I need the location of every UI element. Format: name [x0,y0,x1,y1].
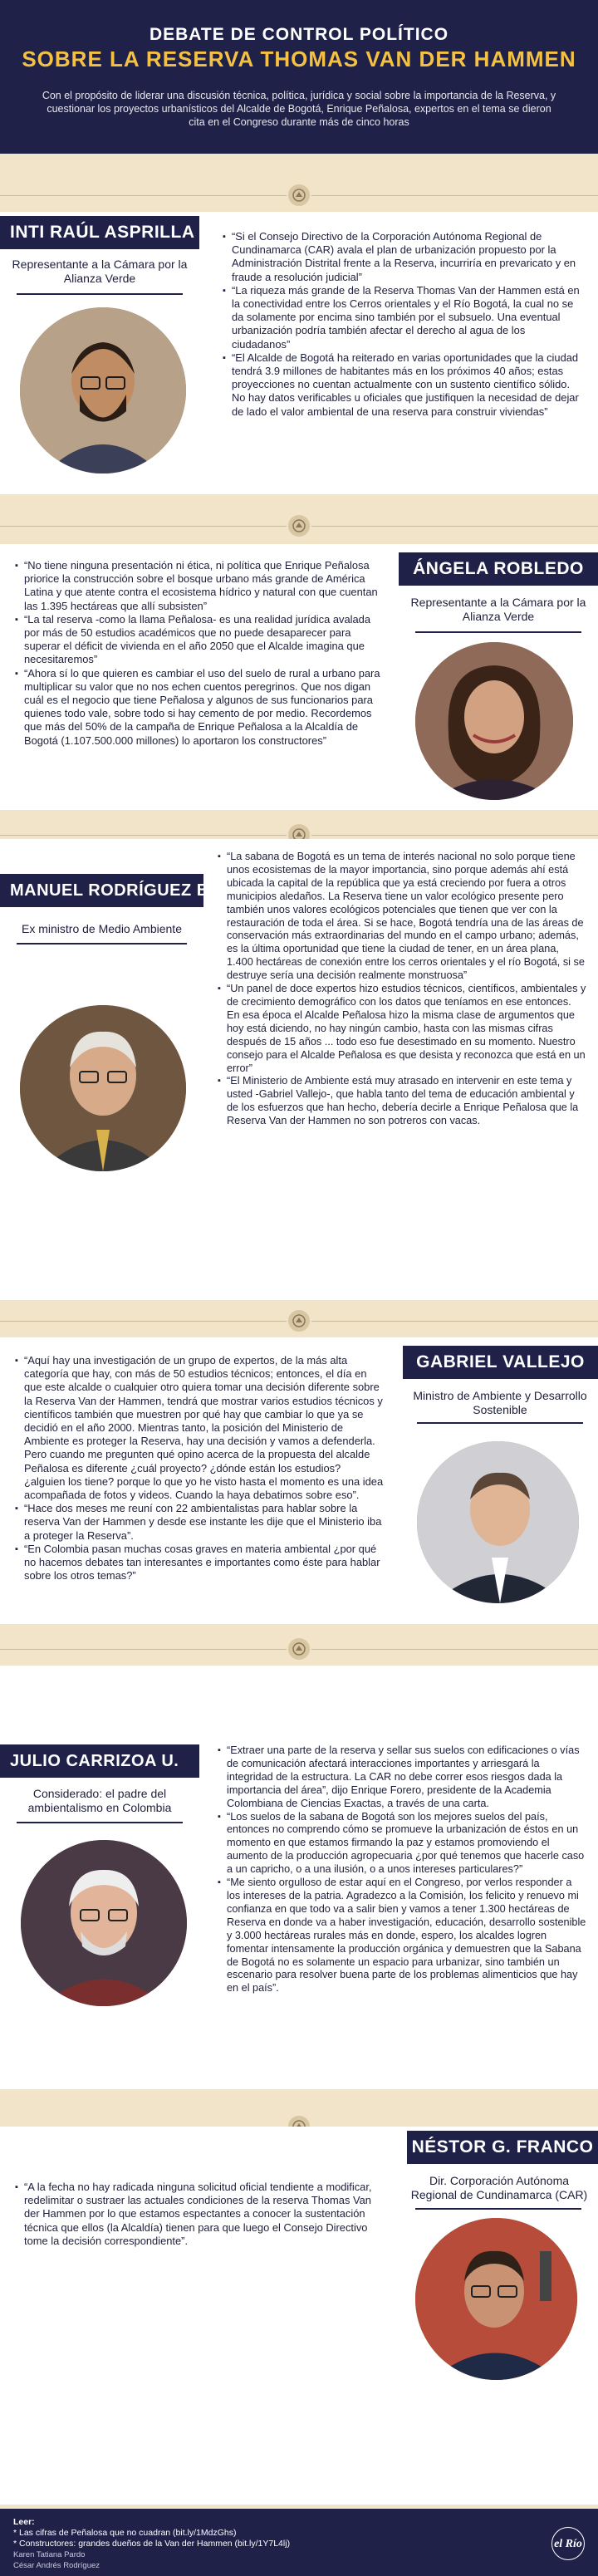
header-kicker: DEBATE DE CONTROL POLÍTICO [149,25,449,44]
speaker-section-vallejo [0,1337,598,1624]
quote-item: ▪ “No tiene ninguna presentación ni ética, ni política que Enrique Peñalosa priorice la construcción sobre el bosque urbano más grande de América Latina y que atente contra el ecosistema hídrico y natural con que cuentan las 1.395 hectáreas que allí subsisten” [15,559,380,613]
footer-author: Karen Tatiana Pardo [13,2550,86,2559]
speaker-section-franco [0,2127,598,2505]
speaker-quotes [15,1354,385,1582]
quote-item: ▪ “A la fecha no hay radicada ninguna solicitud oficial tendiente a modificar, redelimitar o sustraer las actuales condiciones de la reserva Thomas Van der Hammen por lo que estamos espectantes a conocer la sustentación técnica que ellos (la Alcaldía) tienen para que luego el Consejo Directivo tome la decisión correspondiente”. [15,2181,380,2248]
footer-author: César Andrés Rodríguez [13,2561,100,2570]
speaker-section-robledo [0,544,598,810]
quote-item: ▪ “Aquí hay una investigación de un grupo de expertos, de la más alta categoría que hay, con más de 50 estudios técnicos; entonces, el día en que este alcalde o cualquier otro quiera tomar una decisión diferente sobre la Reserva Van der Hammen, tendrá que mostrar varios estudios técnicos y científicos también que muestren por qué hay que cambiar lo que ya se decidió en el año 2000. Mientras tanto, la posición del Ministerio de Ambiente es proteger la Reserva, hay una decisión y vamos a defenderla. Pero cuando me pregunten qué opino acerca de la propuesta del alcalde Peñalosa es diferente ¿cuál proyecto? ¿dónde están los estudios? ¿alguien los tiene? porque lo que yo he visto hasta el momento es una idea acompañada de fotos y videos. Cuando la haya debatimos sobre eso”. [15,1354,385,1502]
seal-icon [287,513,311,538]
footer-read-label: Leer: [13,2517,35,2527]
seal-icon [287,1636,311,1661]
speaker-role: Considerado: el padre del ambientalismo en Colombia [27,1787,172,1814]
seal-icon [287,183,311,208]
speaker-role: Dir. Corporación Autónoma Regional de Cundinamarca (CAR) [410,2174,588,2201]
speaker-role: Representante a la Cámara por la Alianza Verde [410,596,586,623]
speaker-photo [20,307,186,473]
footer [0,2509,598,2576]
speaker-section-carrizosa [0,1666,598,2089]
speaker-photo [415,2218,577,2380]
quote-item: ▪ “Hace dos meses me reuní con 22 ambientalistas para hablar sobre la reserva Van der Hammen y desde ese instante les dije que el Ministerio iba a proteger la Reserva”. [15,1502,385,1543]
header-intro: Con el propósito de liderar una discusión técnica, política, jurídica y social sobre la importancia de la Reserva, y cuestionar los proyectos urbanísticos del Alcalde de Bogotá, Enrique Peñalosa, expertos en el tema se dieron cita en el Congreso durante más de cinco horas [42,90,556,128]
footer-link[interactable]: * Las cifras de Peñalosa que no cuadran (bit.ly/1MdzGhs) [13,2528,237,2538]
quote-item: ▪ “La sabana de Bogotá es un tema de interés nacional no solo porque tiene unos ecosistemas de la mayor importancia, sino porque además ahí está ubicada la capital de la república que ya está creciendo por fuera a otros municipios aledaños. La Reserva tiene un valor ecológico presente pero también unos valores ecológicos potenciales que tienen que ver con la restauración de toda el área. Si se hace, Bogotá tendría una de las áreas de conservación más extraordinarias del mundo en el campo urbano; además, es la última oportunidad que tiene la ciudad de tener, en un área plana, 1.400 hectáreas de conexión entre los cerros orientales y el río Bogotá, si se destruye sería una decisión realmente monstruosa” [218,851,586,983]
header-title: SOBRE LA RESERVA THOMAS VAN DER HAMMEN [22,47,576,71]
speaker-section-asprilla [0,212,598,494]
speaker-name: MANUEL RODRÍGUEZ B. [0,874,203,907]
speaker-name: ÁNGELA ROBLEDO [399,552,598,586]
seal-icon [287,1308,311,1333]
speaker-photo [21,1840,187,2006]
speaker-photo [417,1441,579,1603]
speaker-name: INTI RAÚL ASPRILLA [0,216,199,249]
quote-item: ▪ “El Alcalde de Bogotá ha reiterado en varias oportunidades que la ciudad tendrá 3.9 millones de habitantes más en los próximos 40 años; estas proyecciones no cuentan actualmente con un sustento científico sólido. No hay datos verificables u oficiales que justifiquen la necesidad de dejar de lado el valor ambiental de una reserva para construir viviendas” [223,351,580,419]
header [0,0,598,154]
speaker-name: NÉSTOR G. FRANCO [407,2131,598,2164]
quote-item: ▪ “La riqueza más grande de la Reserva Thomas Van der Hammen está en la conectividad entre los Cerros orientales y el Río Bogotá, la cual no se da solamente por encima sino también por el subsuelo. Una eventual urbanización podría también afectar el derecho al agua de los ciudadanos” [223,284,580,351]
quote-item: ▪ “En Colombia pasan muchas cosas graves en materia ambiental ¿por qué no hacemos debates tan interesantes e importantes como éste para hablar sobre los otros temas?” [15,1543,385,1583]
footer-link[interactable]: * Constructores: grandes dueños de la Van der Hammen (bit.ly/1Y7L4lj) [13,2539,291,2549]
quote-item: ▪ “Me siento orgulloso de estar aquí en el Congreso, por verlos responder a los intereses de la patria. Agradezco a la Comisión, los felicito y renuevo mi confianza en que todo va a salir bien y vamos a tener 1.300 hectáreas de Reserva en donde va a haber investigación, educación, desarrollo sostenible y 3.000 hectáreas rurales más en donde, espero, los alcaldes logren fomentar intensamente la producción orgánica y demuestren que la Sabana de Bogotá no es solamente un espacio para urbanizar, sino también un escenario para resolver buena parte de los problemas alimenticios que hay en el país”. [218,1877,586,1995]
speaker-photo [20,1005,186,1171]
el-rio-logo: el Río [551,2527,585,2560]
speaker-quotes [15,559,380,748]
quote-item: ▪ “Los suelos de la sabana de Bogotá son los mejores suelos del país, entonces no comprendo cómo se promueve la urbanización de éstos en un momento en que estamos firmando la paz y estamos promoviendo el aumento de la producción agropecuaria ¿por qué tenemos que hacerle caso a un capricho, o a una ilusión, o a unos intereses particulares?” [218,1811,586,1877]
speaker-quotes [218,851,586,1128]
speaker-section-rodriguez [0,839,598,1300]
separator [0,174,598,216]
quote-item: ▪ “Ahora sí lo que quieren es cambiar el uso del suelo de rural a urbano para multiplicar su valor que no nos echen cuentos peregrinos. Que nos digan cuál es el negocio que tiene Peñalosa y algunos de sus funcionarios para quienes todo vale, sobre todo si hay cemento de por medio. Recordemos que más del 50% de la campaña de Enrique Peñalosa a la Alcaldía de Bogotá (1.107.500.000 millones) lo aportaron los constructores” [15,667,380,748]
separator [0,1300,598,1342]
quote-item: ▪ “Un panel de doce expertos hizo estudios técnicos, científicos, ambientales y de crecimiento demográfico con los datos que teníamos en ese entonces. En esa época el Alcalde Peñalosa hizo la misma clase de argumentos que hoy está diciendo, no hay ningún cambio, hasta con las mismas cifras después de 15 años ... todo eso fue desestimado en su momento. Nuestro consejo para el Alcalde Peñalosa es que desista y reconozca que está en un error” [218,983,586,1075]
speaker-photo [415,642,573,800]
speaker-quotes [15,2181,380,2248]
speaker-name: GABRIEL VALLEJO [403,1346,598,1379]
quote-item: ▪ “Extraer una parte de la reserva y sellar sus suelos con edificaciones o vías de comunicación afectará interacciones importantes y arriesgará la integridad de la estructura. La CAR no debe correr esos riesgos dada la importancia del área”, dijo Enrique Forero, presidente de la Academia Colombiana de Ciencias Exactas, a través de una carta. [218,1744,586,1811]
separator [0,1628,598,1670]
quote-item: ▪ “El Ministerio de Ambiente está muy atrasado en intervenir en este tema y usted -Gabriel Vallejo-, que habla tanto del tema de educación ambiental y de los esfuerzos que han hecho, debería decirle a Enrique Peñalosa que la Reserva Van der Hammen no son potreros con vacas. [218,1075,586,1128]
speaker-name: JULIO CARRIZOA U. [0,1744,199,1778]
speaker-quotes [218,1744,586,1995]
quote-item: ▪ “La tal reserva -como la llama Peñalosa- es una realidad jurídica avalada por más de 50 estudios académicos que no puede desaparecer para superar el déficit de vivienda en el año 2050 que el Alcalde imagina que necesitaremos” [15,613,380,667]
speaker-role: Ex ministro de Medio Ambiente [22,922,182,935]
speaker-quotes [223,230,580,419]
quote-item: ▪ “Si el Consejo Directivo de la Corporación Autónoma Regional de Cundinamarca (CAR) avala el plan de urbanización propuesto por la Administración Distrital frente a la Reserva, incurriría en prevaricato y en fraude a resolución judicial” [223,230,580,284]
speaker-role: Representante a la Cámara por la Alianza Verde [12,258,188,285]
speaker-role: Ministro de Ambiente y Desarrollo Sostenible [413,1389,587,1416]
separator [0,505,598,547]
